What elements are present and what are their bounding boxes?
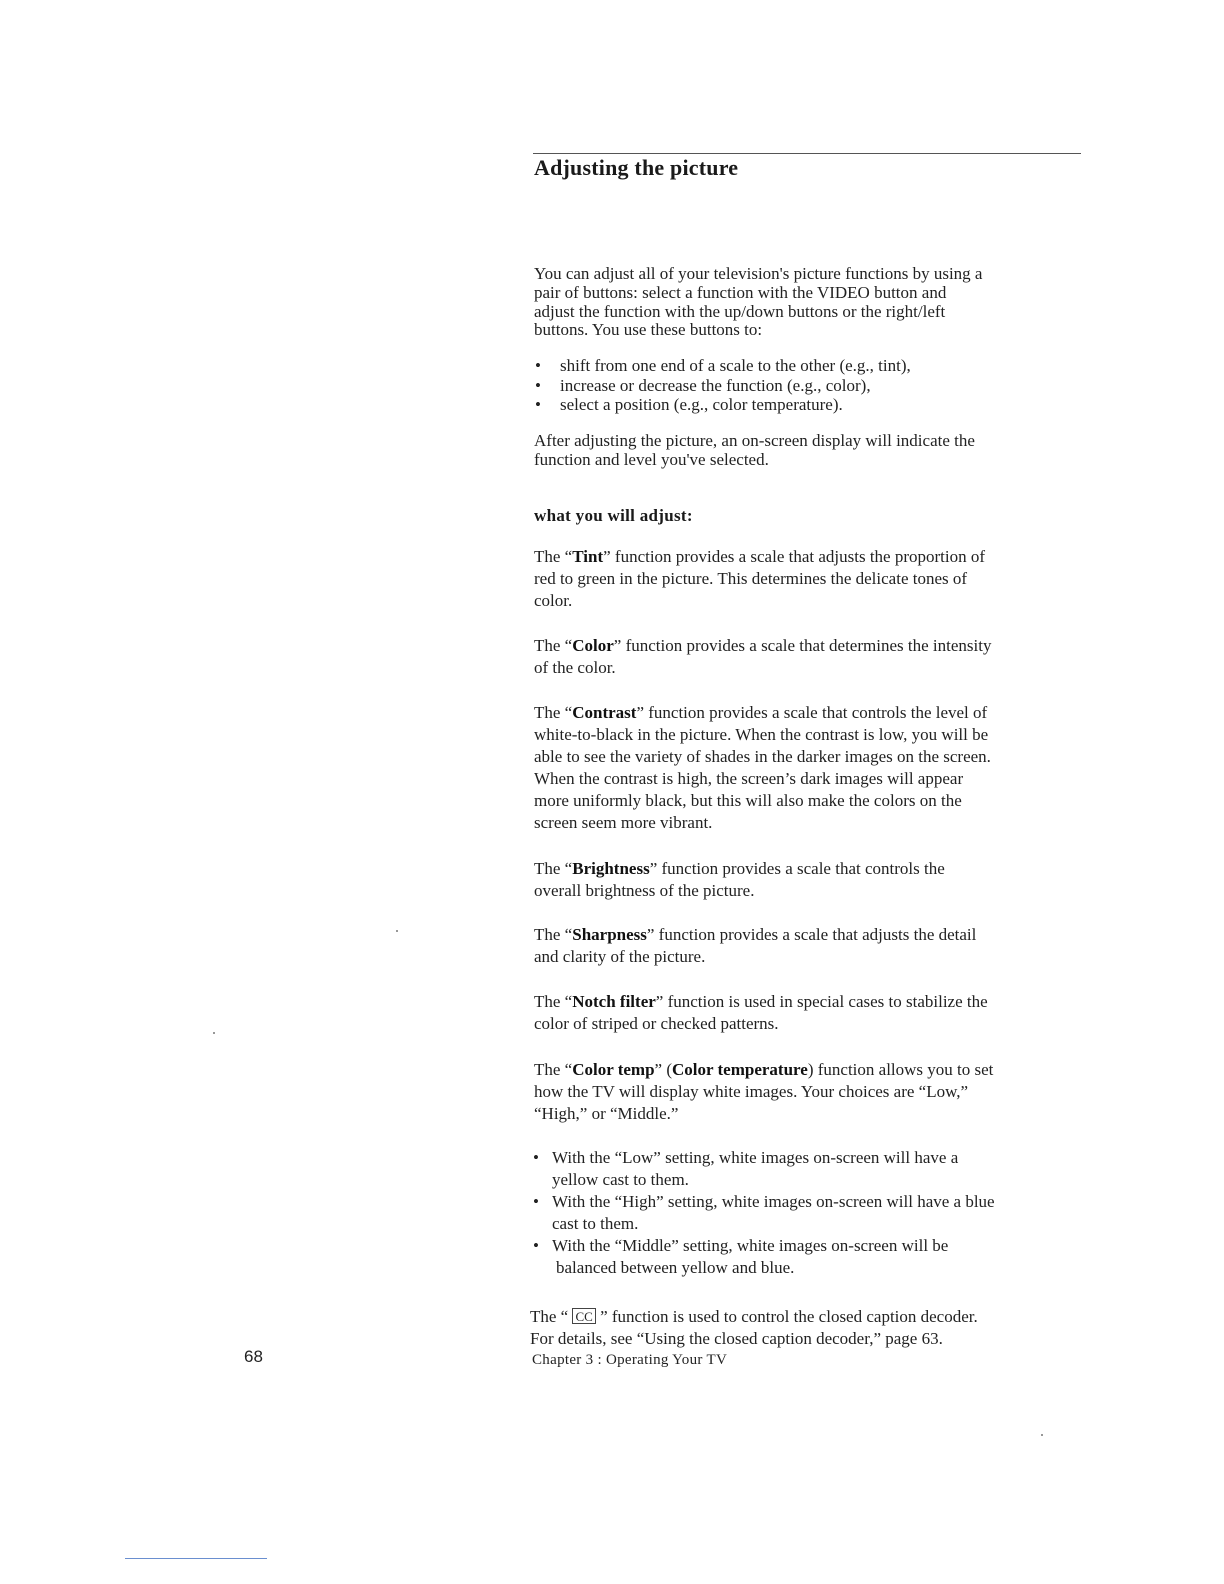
- color-temperature-term: Color temperature: [672, 1060, 808, 1079]
- intro-line: You can adjust all of your television's picture functions by using a: [534, 264, 983, 283]
- intro-paragraph: [534, 265, 1109, 340]
- after-line: function and level you've selected.: [534, 449, 769, 469]
- bullet-icon: •: [533, 1192, 539, 1211]
- sharpness-paragraph: The “Sharpness” function provides a scale that adjusts the detail and clarity of the picture.: [534, 925, 977, 966]
- chapter-footer: Chapter 3 : Operating Your TV: [532, 1352, 728, 1368]
- color-temp-term: Color temp: [572, 1060, 655, 1079]
- scan-speck: [213, 1032, 215, 1034]
- scan-speck: [396, 930, 398, 932]
- cc-paragraph: The “ CC ” function is used to control the closed caption decoder. For details, see “Using the closed caption decoder,” page 63.: [530, 1307, 978, 1348]
- bullet-icon: •: [535, 356, 541, 375]
- cc-icon: CC: [572, 1308, 595, 1324]
- tint-term: Tint: [572, 547, 604, 566]
- bullet-icon: •: [533, 1148, 539, 1167]
- intro-line: pair of buttons: select a function with the VIDEO button and: [534, 282, 947, 302]
- after-line: After adjusting the picture, an on-screen display will indicate the: [534, 431, 975, 450]
- intro-line: buttons. You use these buttons to:: [534, 320, 763, 340]
- list-item: • With the “Low” setting, white images on-screen will have a yellow cast to them.: [533, 1148, 959, 1189]
- list-item: • increase or decrease the function (e.g., color),: [535, 375, 871, 395]
- list-item: • select a position (e.g., color temperature).: [535, 395, 843, 414]
- page-number: 68: [244, 1347, 263, 1366]
- scan-speck: [1041, 1434, 1043, 1436]
- bullet-icon: •: [535, 375, 541, 395]
- list-item: • shift from one end of a scale to the other (e.g., tint),: [535, 356, 911, 375]
- contrast-term: Contrast: [572, 703, 637, 722]
- list-item: • With the “Middle” setting, white images on-screen will be balanced between yellow and blue.: [533, 1236, 949, 1277]
- notch-filter-term: Notch filter: [572, 992, 656, 1011]
- after-paragraph: [534, 432, 1109, 470]
- bullet-icon: •: [535, 395, 541, 414]
- list-item: • With the “High” setting, white images on-screen will have a blue cast to them.: [533, 1192, 995, 1233]
- header-rule: [533, 153, 1081, 154]
- color-paragraph: The “Color” function provides a scale that determines the intensity of the color.: [534, 636, 992, 677]
- bottom-rule: [125, 1558, 267, 1559]
- brightness-term: Brightness: [572, 859, 650, 878]
- temp-settings-list: [532, 1147, 1107, 1279]
- section-subheading: what you will adjust:: [534, 506, 693, 525]
- tint-paragraph: The “Tint” function provides a scale that adjusts the proportion of red to green in the picture. This determines the delicate tones of color.: [534, 547, 986, 610]
- intro-line: adjust the function with the up/down buttons or the right/left: [534, 301, 946, 321]
- color-term: Color: [572, 636, 614, 655]
- sharpness-term: Sharpness: [572, 925, 647, 944]
- bullet-icon: •: [533, 1236, 539, 1255]
- uses-list: [534, 356, 1109, 415]
- page-title: Adjusting the picture: [534, 155, 739, 180]
- notch-filter-paragraph: The “Notch filter” function is used in special cases to stabilize the color of striped or checked patterns.: [534, 992, 988, 1033]
- color-temp-paragraph: The “Color temp” (Color temperature) function allows you to set how the TV will display white images. Your choices are “Low,” “High,” or “Middle.”: [534, 1060, 994, 1123]
- contrast-paragraph: The “Contrast” function provides a scale that controls the level of white-to-black in the picture. When the contrast is low, you will be able to see the variety of shades in the darker images on the screen. When the contrast is high, the screen’s dark images will appear more uniformly black, but this will also make the colors on the screen seem more vibrant.: [534, 703, 991, 832]
- brightness-paragraph: The “Brightness” function provides a scale that controls the overall brightness of the picture.: [534, 859, 945, 900]
